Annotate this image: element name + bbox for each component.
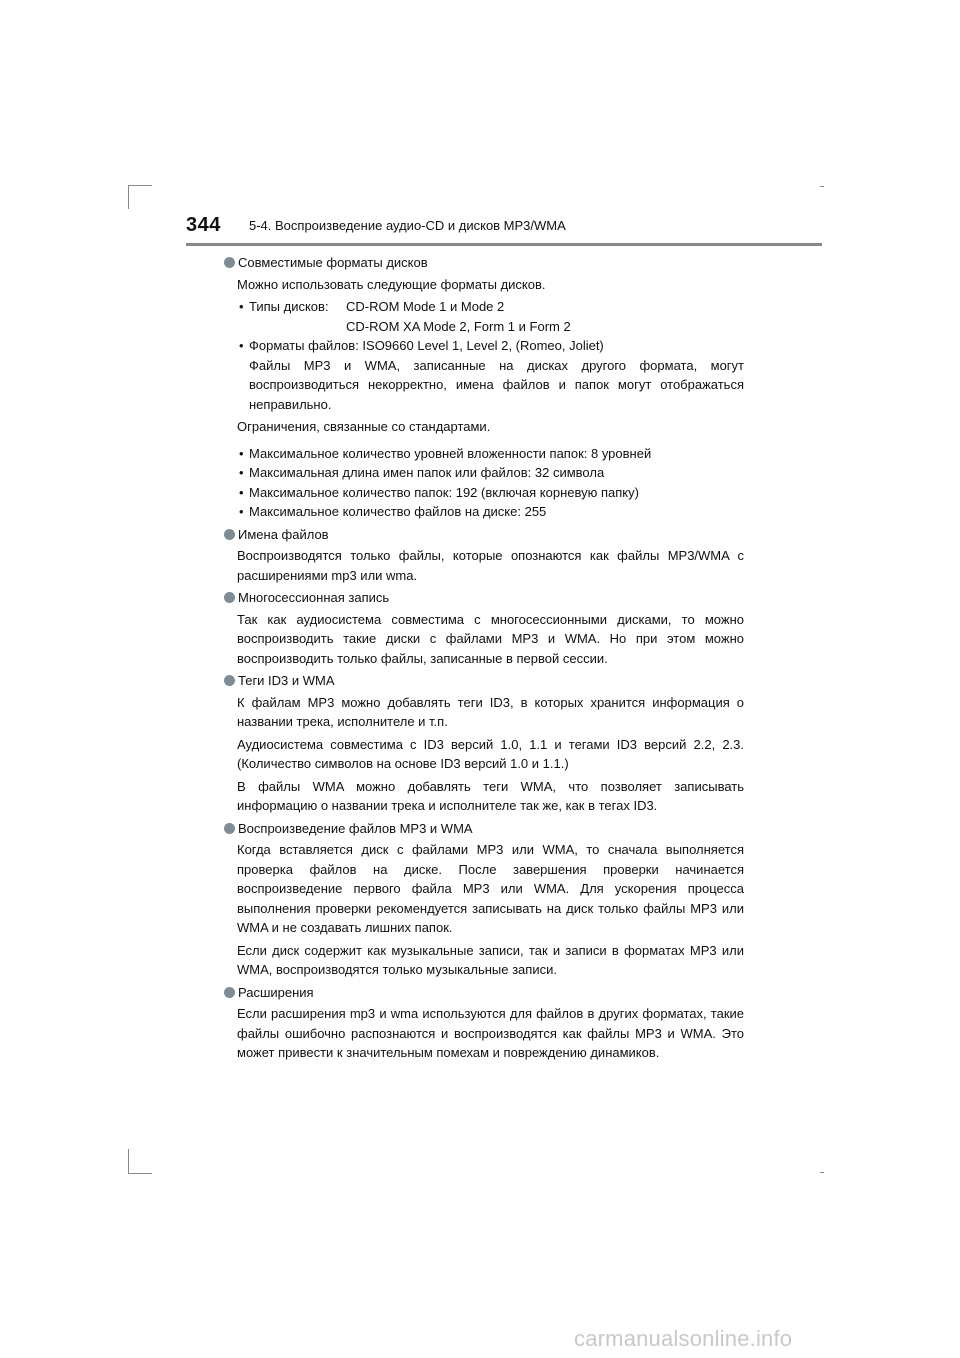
limits-list [237,444,744,522]
section-heading [224,671,744,691]
crop-mark-top-right [820,186,824,187]
paragraph: Так как аудиосистема совместима с многосессионными дисками, то можно воспроизводить такие диски с файлами MP3 и WMA. Но при этом можно воспроизводить только файлы, записанные в первой сессии. [237,611,744,666]
formats-list [237,297,744,414]
paragraph: Воспроизводятся только файлы, которые опознаются как файлы MP3/WMA с расширениями mp3 или wma. [237,548,744,583]
file-formats-note: Файлы MP3 и WMA, записанные на дисках другого формата, могут воспроизводиться некорректно, имена файлов и папок могут отображаться неправильно. [249,357,744,412]
section-compatible-formats [224,253,744,522]
header-divider [186,243,822,246]
heading-text: Многосессионная запись [238,590,390,605]
section-heading [224,588,744,608]
bullet-circle-icon [224,823,235,834]
watermark: carmanualsonline.info [574,1326,793,1351]
disc-type-value: CD-ROM Mode 1 и Mode 2 [346,299,505,314]
list-item: • Максимальное количество папок: 192 (включая корневую папку) [237,483,744,503]
paragraph: Можно использовать следующие форматы дисков. [237,276,546,292]
page-content [224,253,744,1066]
section-file-names [224,525,744,586]
crop-mark-bottom-left-vertical [128,1149,129,1174]
disc-types-label: • Типы дисков: [249,299,329,314]
list-item: • Максимальное количество уровней вложенности папок: 8 уровней [237,444,744,464]
page-header [186,213,826,237]
section-multisession [224,588,744,668]
bullet-circle-icon [224,529,235,540]
section-title: 5-4. Воспроизведение аудио-CD и дисков MP3/WMA [249,218,566,233]
crop-mark-bottom-left-horizontal [128,1173,152,1174]
section-heading [224,983,744,1003]
heading-text: Теги ID3 и WMA [238,673,335,688]
disc-type-value: CD-ROM XA Mode 2, Form 1 и Form 2 [346,318,571,334]
bullet-circle-icon [224,987,235,998]
list-item: • Максимальное количество файлов на диске: 255 [237,502,744,522]
heading-text: Имена файлов [238,526,329,542]
crop-mark-top-left-vertical [128,185,129,209]
section-playback [224,819,744,980]
heading-text: Совместимые форматы дисков [238,255,428,270]
paragraph: К файлам MP3 можно добавлять теги ID3, в которых хранится информация о названии трека, исполнителе и т.п. [237,694,744,729]
file-formats-text: Форматы файлов: ISO9660 Level 1, Level 2, (Romeo, Joliet) [249,338,604,353]
heading-text: Расширения [238,984,314,1000]
section-heading [224,525,744,545]
section-id3-wma-tags [224,671,744,816]
bullet-circle-icon [224,257,235,268]
paragraph: Если расширения mp3 и wma используются для файлов в других форматах, такие файлы ошибочно распознаются и воспроизводятся как файлы MP3 и WMA. Это может привести к значительным помехам и повреждению динамиков. [237,1006,744,1060]
list-item: • Максимальная длина имен папок или файлов: 32 символа [237,463,744,483]
paragraph: Аудиосистема совместима с ID3 версий 1.0, 1.1 и тегами ID3 версий 2.2, 2.3. (Количество символов на основе ID3 версий 1.0 и 1.1.) [237,736,744,771]
crop-mark-top-left-horizontal [128,185,152,186]
list-item [237,297,744,336]
section-extensions [224,983,744,1063]
paragraph: Если диск содержит как музыкальные записи, так и записи в форматах MP3 или WMA, воспроизводятся только музыкальные записи. [237,942,744,977]
crop-mark-bottom-right [820,1172,824,1173]
section-heading [224,253,744,273]
section-heading [224,819,744,839]
bullet-circle-icon [224,592,235,603]
paragraph: Ограничения, связанные со стандартами. [237,419,491,434]
list-item [237,336,744,414]
bullet-circle-icon [224,675,235,686]
paragraph: В файлы WMA можно добавлять теги WMA, что позволяет записывать информацию о названии трека и исполнителе так же, как в тегах ID3. [237,778,744,813]
paragraph: Когда вставляется диск с файлами MP3 или WMA, то сначала выполняется проверка файлов на диске. После завершения проверки начинается воспроизведение первого файла MP3 или WMA. Для ускорения процесса выполнения проверки рекомендуется записывать на диск только файлы MP3 или WMA и не создавать лишних папок. [237,842,744,935]
heading-text: Воспроизведение файлов MP3 и WMA [238,820,473,836]
page-number: 344 [186,214,221,236]
